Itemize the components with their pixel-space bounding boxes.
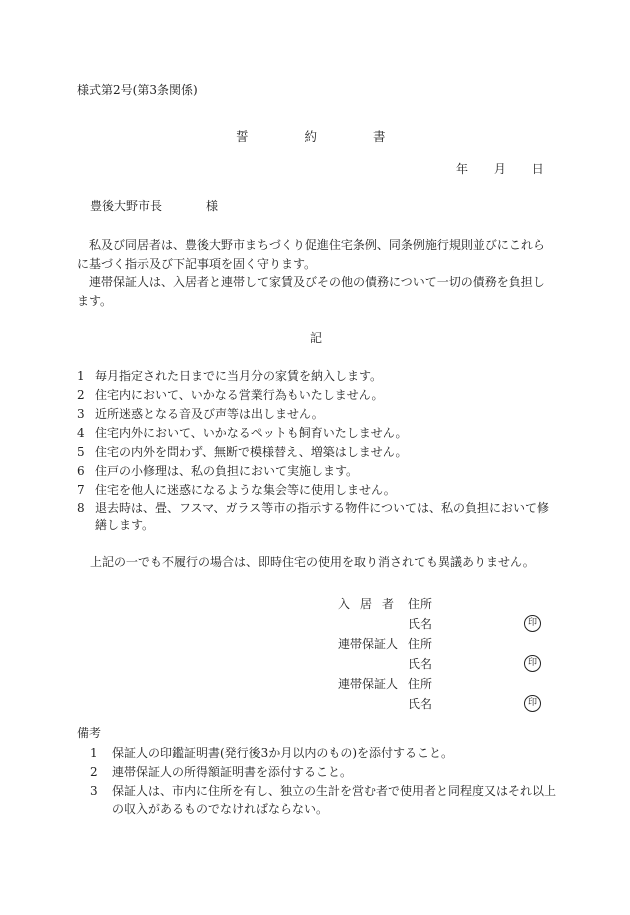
remarks-title: 備考 xyxy=(77,726,102,740)
form-number: 様式第2号(第3条関係) xyxy=(77,83,198,97)
remark-number: 3 xyxy=(90,784,98,798)
date-month-label: 月 xyxy=(493,162,506,176)
remark-text: 保証人の印鑑証明書(発行後3か月以内のもの)を添付すること。 xyxy=(112,746,454,760)
list-item xyxy=(77,367,555,386)
signature-block xyxy=(338,594,548,714)
item-number: 6 xyxy=(77,464,85,478)
list-item xyxy=(77,386,555,405)
pledge-paragraph-1: 私及び同居者は、豊後大野市まちづくり促進住宅条例、同条例施行規則並びにこれらに基づく指示及び下記事項を固く守ります。 xyxy=(77,238,545,271)
pledge-items-list xyxy=(77,367,555,534)
date-year-label: 年 xyxy=(456,162,469,176)
address-label: 住所 xyxy=(408,597,433,611)
signature-name-row xyxy=(338,694,548,714)
remark-number: 2 xyxy=(90,765,98,779)
item-number: 5 xyxy=(77,445,85,459)
list-item xyxy=(90,744,556,763)
addressee-name: 豊後大野市長 xyxy=(90,199,163,213)
remark-number: 1 xyxy=(90,746,98,760)
item-text: 住宅を他人に迷惑になるような集会等に使用しません。 xyxy=(95,483,396,497)
item-text: 近所迷惑となる音及び声等は出しません。 xyxy=(95,407,324,421)
signature-address-row xyxy=(338,634,548,654)
item-text: 住戸の小修理は、私の負担において実施します。 xyxy=(95,464,359,478)
item-number: 8 xyxy=(77,501,85,515)
item-number: 7 xyxy=(77,483,85,497)
remarks-list xyxy=(90,744,556,818)
name-label: 氏名 xyxy=(408,697,433,711)
list-item xyxy=(77,500,555,534)
addressee-honorific: 様 xyxy=(206,199,219,213)
list-item xyxy=(77,443,555,462)
pledge-paragraph-2: 連帯保証人は、入居者と連帯して家賃及びその他の債務について一切の債務を負担します。 xyxy=(77,275,545,308)
signature-address-row xyxy=(338,674,548,694)
item-number: 3 xyxy=(77,407,85,421)
date-line xyxy=(456,161,544,178)
address-label: 住所 xyxy=(408,677,433,691)
name-label: 氏名 xyxy=(408,617,433,631)
list-item xyxy=(77,481,555,500)
address-label: 住所 xyxy=(408,637,433,651)
date-day-label: 日 xyxy=(531,162,544,176)
remark-text: 保証人は、市内に住所を有し、独立の生計を営む者で使用者と同程度又はそれ以上の収入があるものでなければならない。 xyxy=(112,784,557,816)
item-number: 4 xyxy=(77,426,85,440)
item-text: 毎月指定された日までに当月分の家賃を納入します。 xyxy=(95,369,383,383)
signature-role: 連帯保証人 xyxy=(338,637,399,651)
item-text: 住宅内において、いかなる営業行為もいたしません。 xyxy=(95,388,384,402)
closing-statement: 上記の一でも不履行の場合は、即時住宅の使用を取り消されても異議ありません。 xyxy=(90,555,535,569)
remark-text: 連帯保証人の所得額証明書を添付すること。 xyxy=(112,765,353,779)
ki-heading: 記 xyxy=(310,331,323,345)
signature-name-row xyxy=(338,654,548,674)
signature-address-row xyxy=(338,594,548,614)
list-item xyxy=(77,424,555,443)
name-label: 氏名 xyxy=(408,657,433,671)
seal-mark: 印 xyxy=(524,655,541,672)
list-item xyxy=(77,405,555,424)
seal-mark: 印 xyxy=(524,615,541,632)
list-item xyxy=(77,462,555,481)
item-text: 住宅内外において、いかなるペットも飼育いたしません。 xyxy=(95,426,408,440)
signature-role: 連帯保証人 xyxy=(338,677,399,691)
item-number: 1 xyxy=(77,369,85,383)
addressee xyxy=(90,198,218,215)
list-item xyxy=(90,782,556,818)
signature-name-row xyxy=(338,614,548,634)
seal-mark: 印 xyxy=(524,695,541,712)
signature-role: 入居者 xyxy=(338,597,405,611)
item-number: 2 xyxy=(77,388,85,402)
item-text: 退去時は、畳、フスマ、ガラス等市の指示する物件については、私の負担において修繕します。 xyxy=(95,501,549,532)
item-text: 住宅の内外を問わず、無断で模様替え、増築はしません。 xyxy=(95,445,408,459)
list-item xyxy=(90,763,556,782)
document-title: 誓約書 xyxy=(236,129,442,144)
